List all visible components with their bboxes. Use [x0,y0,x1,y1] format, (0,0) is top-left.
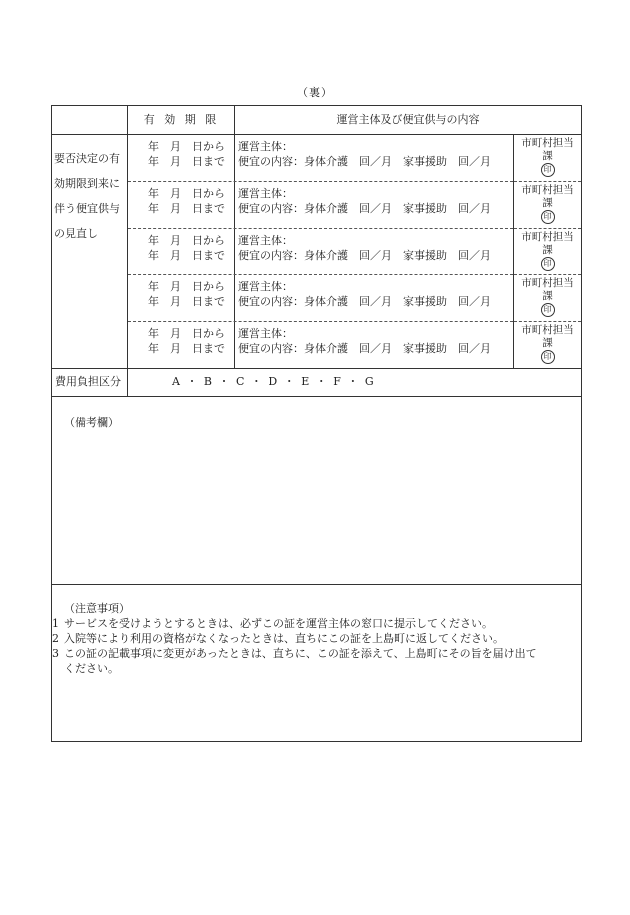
seal-icon: 印 [541,257,555,271]
seal-icon: 印 [541,350,555,364]
content: 運営主体： 便宜の内容：身体介護 回／月 家事援助 回／月 [238,234,491,262]
content: 運営主体： 便宜の内容：身体介護 回／月 家事援助 回／月 [238,327,491,355]
official: 市町村担当 課 印 [514,184,581,224]
official: 市町村担当 課 印 [514,137,581,177]
entry-row [128,182,581,228]
official: 市町村担当 課 印 [514,277,581,317]
content: 運営主体： 便宜の内容：身体介護 回／月 家事援助 回／月 [238,280,491,308]
seal-icon: 印 [541,210,555,224]
remarks-label: （備考欄） [64,416,119,429]
period: 年 月 日から 年 月 日まで [148,140,225,168]
seal-icon: 印 [541,303,555,317]
review-label: 要否決定の有 効期限到来に 伴う便宜供与 の見直し [54,152,120,240]
content: 運営主体： 便宜の内容：身体介護 回／月 家事援助 回／月 [238,187,491,215]
form-table [51,105,582,742]
note-item: 1 サービスを受けようとするときは、必ずこの証を運営主体の窓口に提示してください。 [52,617,493,630]
seal-icon: 印 [541,163,555,177]
notes [52,601,581,676]
content: 運営主体： 便宜の内容：身体介護 回／月 家事援助 回／月 [238,140,491,168]
entry-row [128,322,581,368]
header-content: 運営主体及び便宜供与の内容 [336,113,480,126]
official: 市町村担当 課 印 [514,324,581,364]
note-item: 2 入院等により利用の資格がなくなったときは、直ちにこの証を上島町に返してください。 [52,632,504,645]
note-continuation: ください。 [64,662,119,675]
note-item: 3 この証の記載事項に変更があったときは、直ちに、この証を添えて、上島町にその旨を届け出て [52,647,537,660]
entry-row [128,275,581,321]
period: 年 月 日から 年 月 日まで [148,280,225,308]
notes-title: （注意事項） [64,602,130,615]
cost-options: A ・ B ・ C ・ D ・ E ・ F ・ G [172,375,374,388]
entry-row [128,229,581,275]
period: 年 月 日から 年 月 日まで [148,327,225,355]
entry-row [128,135,581,181]
page-label: （裏） [297,86,333,99]
header-period: 有 効 期 限 [143,113,220,126]
header-row [52,106,581,135]
period: 年 月 日から 年 月 日まで [148,234,225,262]
cost-label: 費用負担区分 [55,375,121,388]
official: 市町村担当 課 印 [514,231,581,271]
cost-row [52,368,581,396]
period: 年 月 日から 年 月 日まで [148,187,225,215]
